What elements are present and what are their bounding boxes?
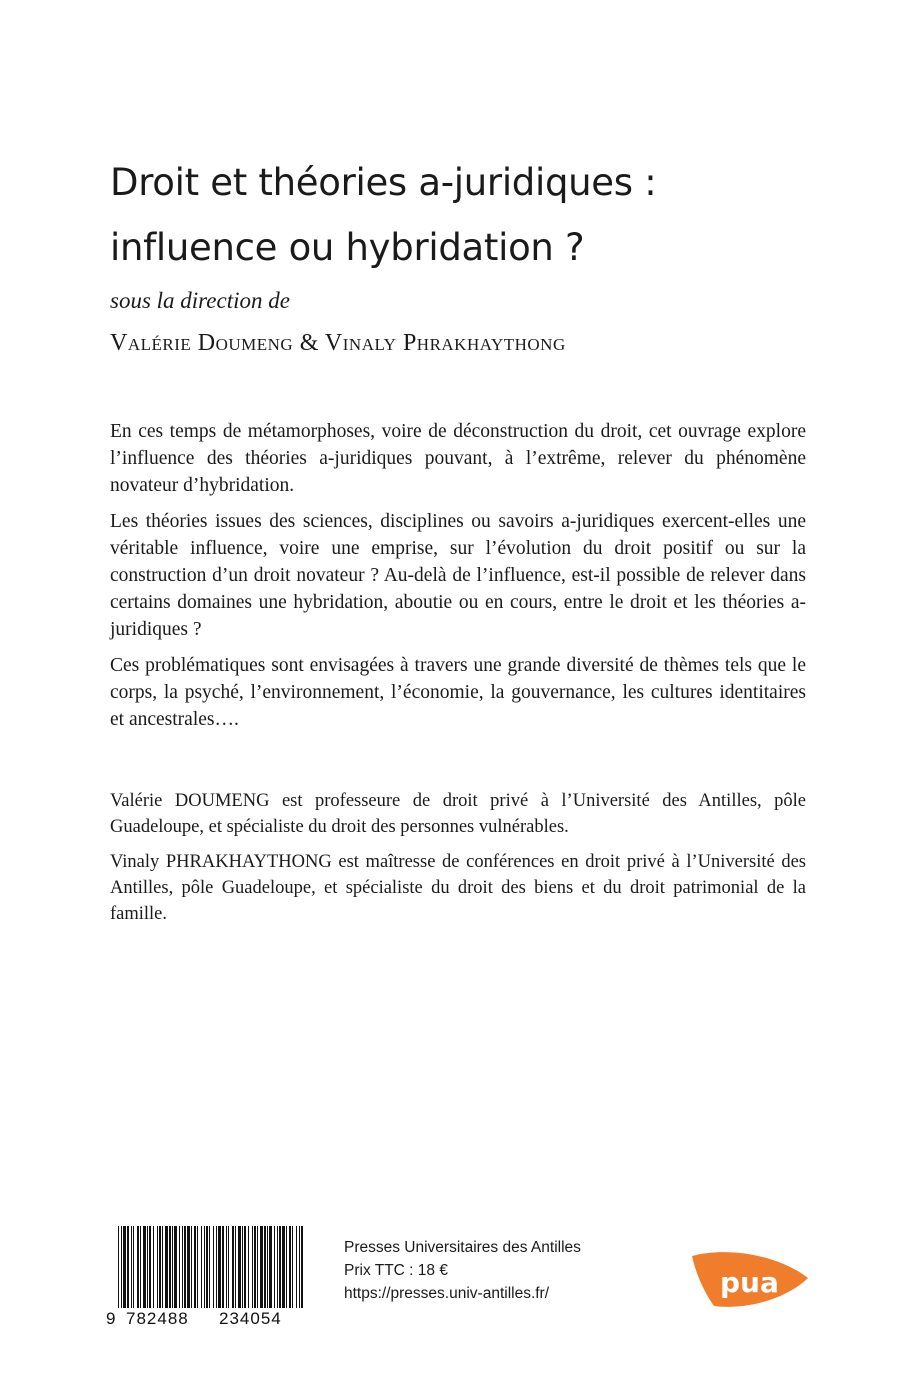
subtitle: sous la direction de: [110, 288, 290, 313]
barcode-bar: [216, 1226, 217, 1308]
barcode-bar: [118, 1226, 119, 1318]
barcode-bar: [218, 1226, 221, 1308]
barcode-bar: [232, 1226, 234, 1308]
author-bios: [110, 788, 806, 936]
barcode-digits-left: 782488: [126, 1309, 189, 1328]
barcode-digits-right: 234054: [219, 1309, 282, 1328]
barcode-bar: [277, 1226, 278, 1308]
barcode-bar: [257, 1226, 258, 1308]
barcode-bar: [121, 1226, 122, 1318]
logo-text: pua: [720, 1266, 779, 1299]
barcode-bar: [213, 1226, 214, 1308]
barcode-bar: [184, 1226, 186, 1308]
barcode-bar: [238, 1226, 241, 1308]
barcode-bar: [174, 1226, 177, 1308]
barcode-bar: [244, 1226, 246, 1308]
barcode-bar: [197, 1226, 198, 1308]
book-title: [110, 150, 830, 280]
barcode-bar: [282, 1226, 285, 1308]
price: Prix TTC : 18 €: [344, 1262, 448, 1279]
book-title-line-1: Droit et théories a-juridiques :: [110, 161, 657, 204]
barcode-bar: [191, 1226, 192, 1308]
barcode-bar: [252, 1226, 253, 1308]
barcode-bar: [172, 1226, 173, 1308]
barcode-bar: [269, 1226, 272, 1308]
barcode-bar: [296, 1226, 297, 1308]
barcode-bar: [299, 1226, 300, 1318]
barcode-bar: [157, 1226, 158, 1308]
barcode-bars: [118, 1226, 303, 1318]
barcode-bar: [159, 1226, 161, 1308]
barcode-bar: [179, 1226, 180, 1308]
barcode-bar: [267, 1226, 268, 1308]
publisher-url[interactable]: https://presses.univ-antilles.fr/: [344, 1285, 550, 1302]
barcode-bar: [286, 1226, 287, 1308]
barcode-bar: [127, 1226, 129, 1308]
editors: Valérie Doumeng & Vinaly Phrakhaythong: [110, 330, 566, 356]
publisher-info: [344, 1236, 581, 1305]
barcode-bar: [182, 1226, 183, 1308]
barcode-bar: [140, 1226, 141, 1308]
barcode-bar: [162, 1226, 163, 1308]
barcode-bar: [131, 1226, 132, 1308]
barcode-bar: [226, 1226, 227, 1308]
barcode-bar: [133, 1226, 134, 1308]
summary-paragraph: Les théories issues des sciences, disciplines ou savoirs a-juridiques exercent-elles une véritable influence, voire une emprise, sur l’évolution du droit positif ou sur la construction d’un droit novateur ? Au-delà de l’influence, est-il possible de relever dans certains domaines une hybridation, aboutie ou en cours, entre le droit et les théories a-juridiques ?: [110, 511, 806, 640]
barcode-bar: [292, 1226, 293, 1308]
barcode-bar: [137, 1226, 139, 1308]
barcode-bar: [123, 1226, 126, 1308]
barcode-bar: [289, 1226, 291, 1308]
barcode-bar: [165, 1226, 168, 1308]
barcode-bar: [194, 1226, 196, 1308]
summary: [110, 418, 806, 742]
barcode-bar: [260, 1226, 263, 1308]
barcode-bar: [254, 1226, 256, 1308]
barcode-bar: [274, 1226, 275, 1308]
barcode-bar: [248, 1226, 249, 1308]
publisher-name: Presses Universitaires des Antilles: [344, 1239, 581, 1256]
barcode-bar: [209, 1226, 210, 1318]
isbn-barcode: [98, 1226, 308, 1330]
summary-paragraph: Ces problématiques sont envisagées à travers une grande diversité de thèmes tels que le corps, la psyché, l’environnement, l’économie, la gouvernance, les cultures identitaires et ancestrales….: [110, 655, 806, 730]
barcode-bar: [187, 1226, 190, 1308]
barcode-bar: [235, 1226, 236, 1308]
barcode-digit-lead: 9: [106, 1309, 116, 1328]
barcode-bar: [264, 1226, 266, 1308]
barcode-bar: [242, 1226, 243, 1308]
bio-paragraph: Valérie DOUMENG est professeure de droit privé à l’Université des Antilles, pôle Guadeloupe, et spécialiste du droit des personnes vulnérables.: [110, 791, 806, 837]
summary-paragraph: En ces temps de métamorphoses, voire de déconstruction du droit, cet ouvrage explore l’influence des théories a-juridiques pouvant, à l’extrême, relever du phénomène novateur d’hybridation.: [110, 421, 806, 496]
barcode-bar: [169, 1226, 171, 1308]
barcode-bar: [228, 1226, 229, 1308]
barcode-bar: [201, 1226, 202, 1308]
barcode-bar: [143, 1226, 146, 1308]
barcode-bar: [279, 1226, 281, 1308]
pua-logo-icon: [690, 1248, 810, 1310]
barcode-bar: [206, 1226, 208, 1318]
barcode-bar: [204, 1226, 205, 1308]
barcode-bar: [147, 1226, 148, 1308]
barcode-bar: [301, 1226, 303, 1318]
bio-paragraph: Vinaly PHRAKHAYTHONG est maîtresse de conférences en droit privé à l’Université des Antilles, pôle Guadeloupe, et spécialiste du droit des biens et du droit patrimonial de la famille.: [110, 852, 806, 924]
barcode-bar: [222, 1226, 224, 1308]
book-title-line-2: influence ou hybridation ?: [110, 226, 585, 269]
barcode-bar: [153, 1226, 154, 1308]
barcode-bar: [149, 1226, 151, 1308]
